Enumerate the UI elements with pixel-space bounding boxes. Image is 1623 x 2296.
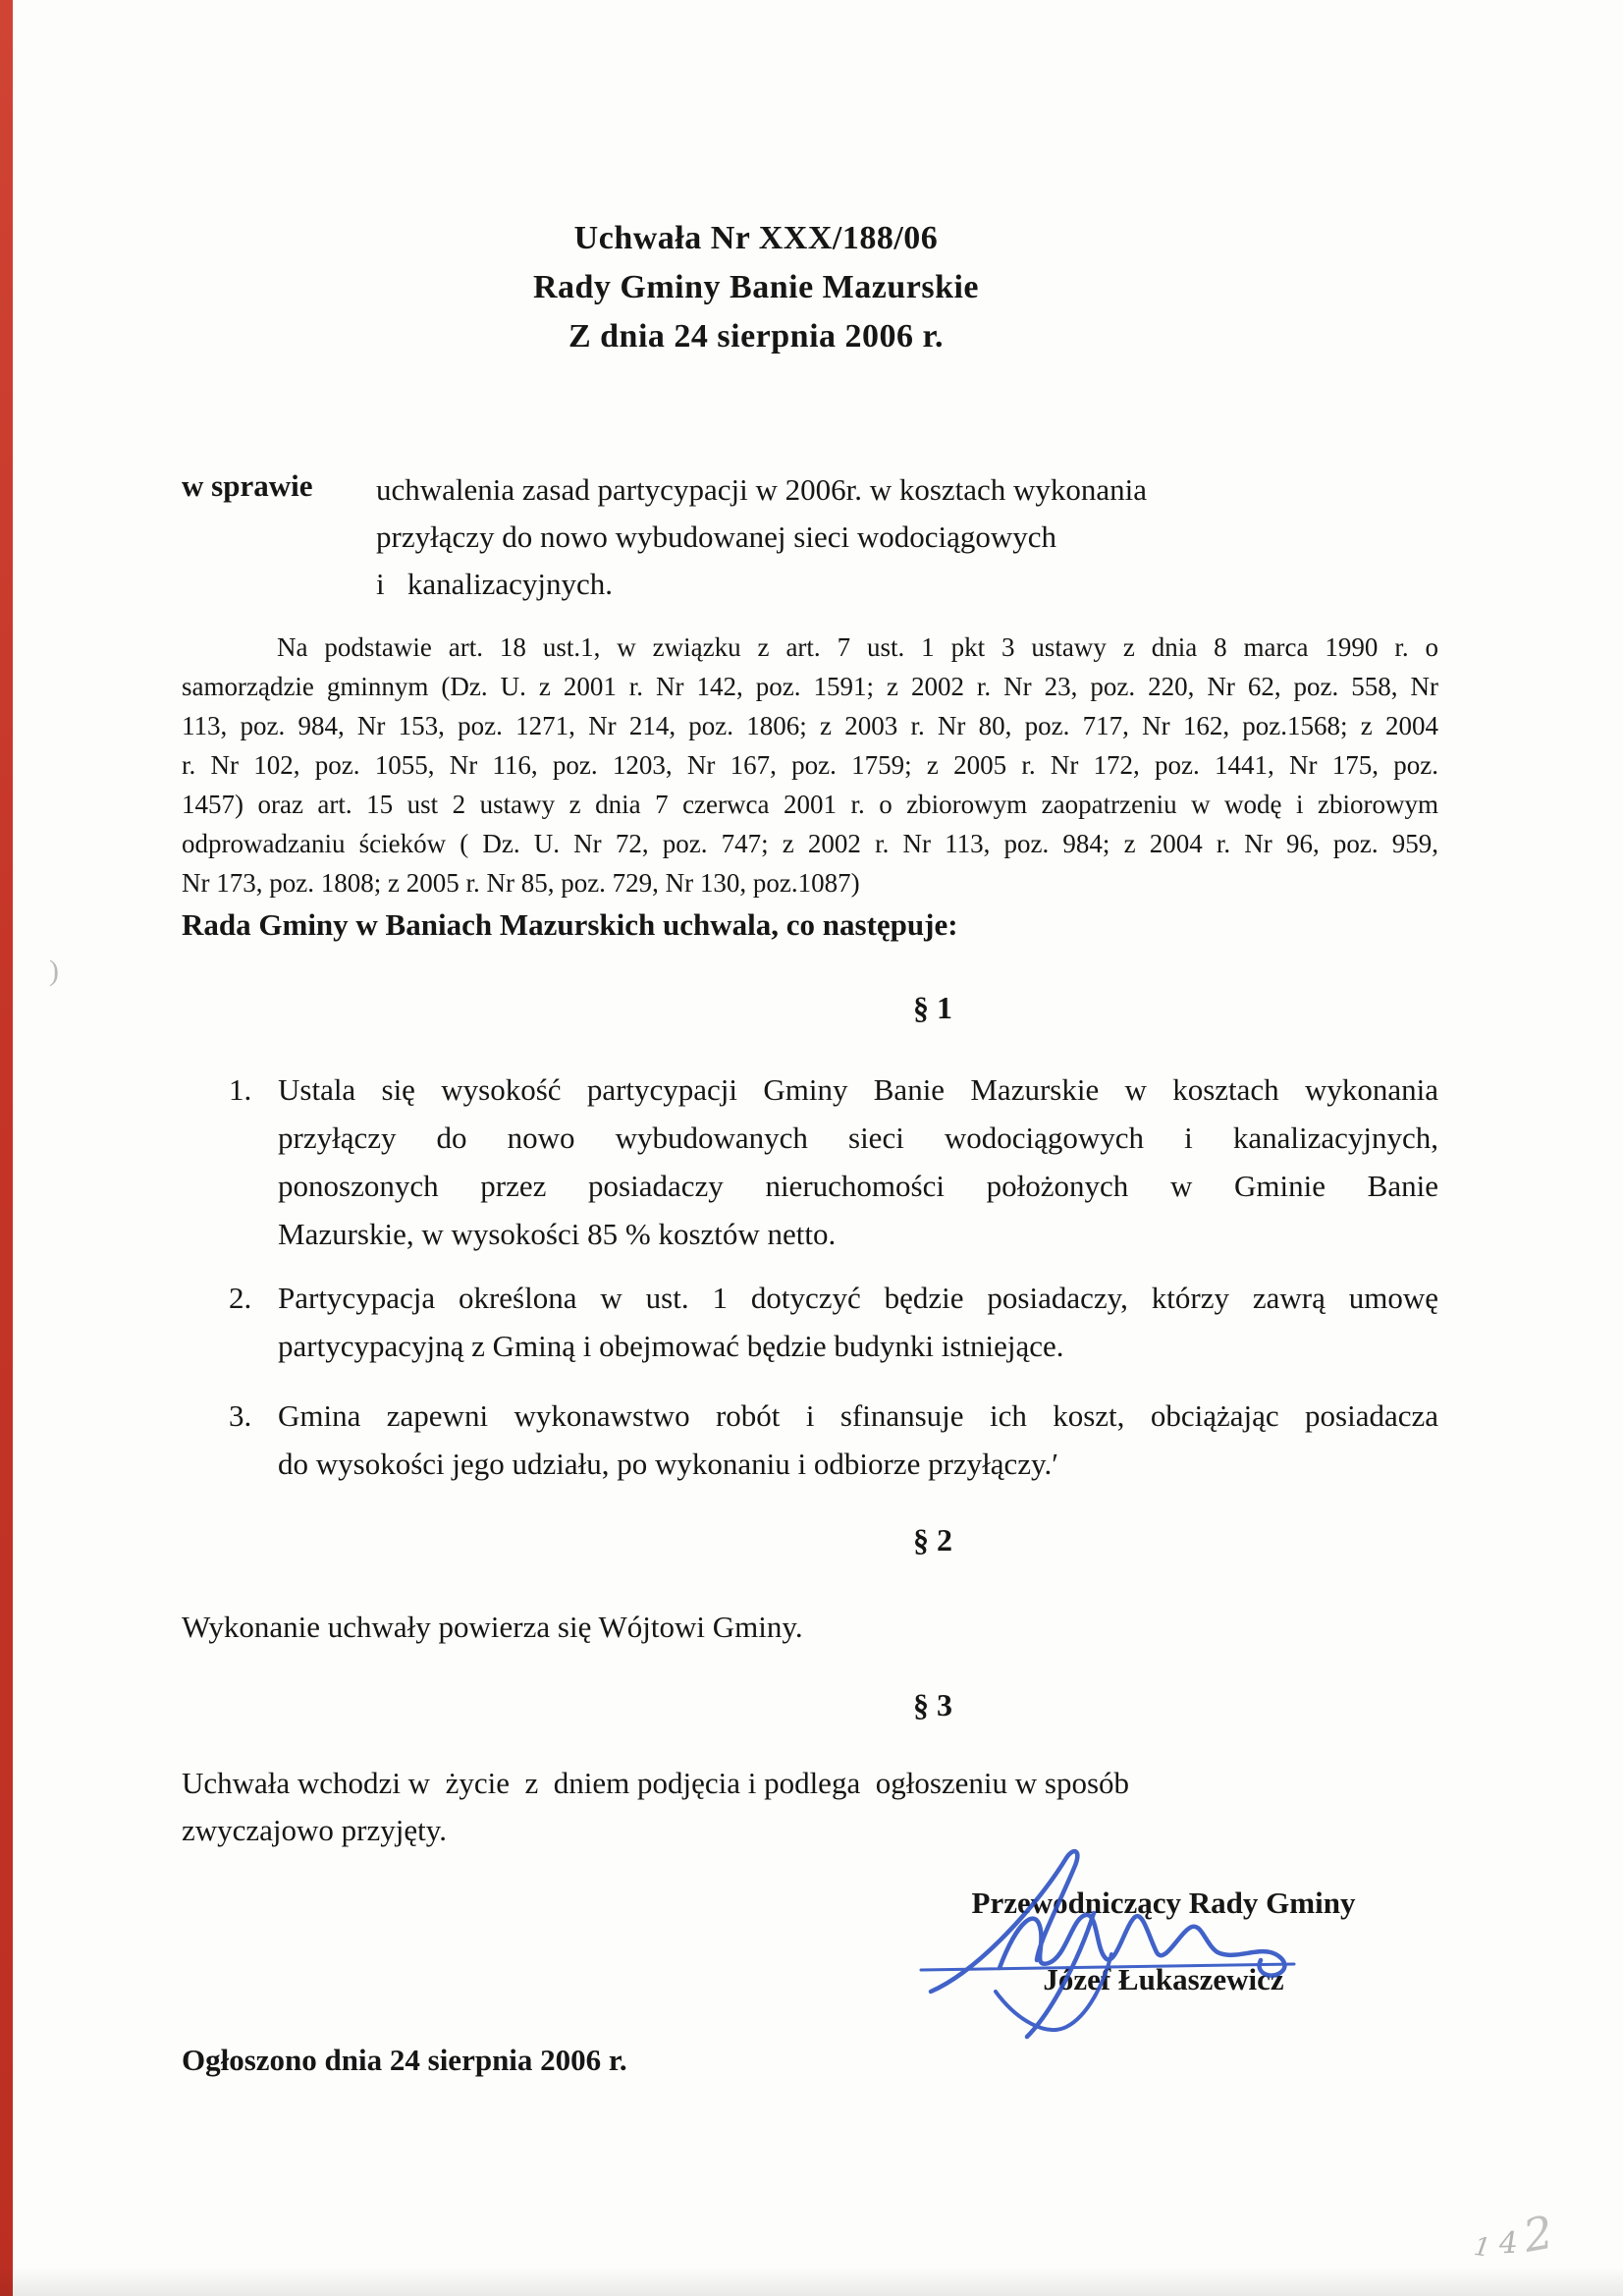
handwritten-signature [901,1844,1333,2041]
list-item-number: 3. [229,1398,252,1433]
legal-basis-paragraph [182,628,1438,902]
legal-basis-line: samorządzie gminnym (Dz. U. z 2001 r. Nr 142, poz. 1591; z 2002 r. Nr 23, poz. 220, Nr 62, poz. 558, Nr [182,672,1438,701]
section-2-paragraph: Wykonanie uchwały powierza się Wójtowi Gminy. [182,1610,803,1644]
pencil-digit: 2 [1519,2205,1557,2263]
legal-basis-line: odprowadzaniu ścieków ( Dz. U. Nr 72, poz. 747; z 2002 r. Nr 113, poz. 984; z 2004 r. Nr 96, poz. 959, [182,829,1438,858]
enacting-clause: Rada Gminy w Baniach Mazurskich uchwala, co następuje: [182,907,958,942]
scan-edge-strip [0,0,13,2296]
legal-basis-line: Na podstawie art. 18 ust.1, w związku z art. 7 ust. 1 pkt 3 ustawy z dnia 8 marca 1990 r. o [277,632,1438,662]
list-item-number: 1. [229,1072,252,1107]
subject-line: przyłączy do nowo wybudowanej sieci wodociągowych [376,519,1056,554]
list-item-line: ponoszonych przez posiadaczy nieruchomości położonych w Gminie Banie [278,1169,1438,1203]
signature-stroke [996,1954,1111,2030]
list-item-line: do wysokości jego udziału, po wykonaniu i odbiorze przyłączy.′ [278,1447,1059,1481]
section-3-line: zwyczajowo przyjęty. [182,1813,447,1847]
subject-label: w sprawie [182,468,313,503]
list-item-3 [229,1392,1438,1488]
section-3-heading: § 3 [913,1687,952,1722]
pencil-digit: 1 [1472,2231,1492,2264]
stray-scan-mark: ) [49,955,59,987]
pencil-digit: 4 [1497,2225,1519,2262]
list-item-line: Ustala się wysokość partycypacji Gminy Banie Mazurskie w kosztach wykonania [278,1072,1438,1107]
list-item-line: przyłączy do nowo wybudowanych sieci wodociągowych i kanalizacyjnych, [278,1121,1438,1155]
subject-line: i kanalizacyjnych. [376,567,614,601]
list-item-2 [229,1274,1438,1370]
legal-basis-line: 1457) oraz art. 15 ust 2 ustawy z dnia 7 czerwca 2001 r. o zbiorowym zaopatrzeniu w wodę i zbiorowym [182,790,1438,819]
subject-line: uchwalenia zasad partycypacji w 2006r. w kosztach wykonania [376,472,1148,507]
section-2-heading: § 2 [913,1522,952,1558]
legal-basis-line: 113, poz. 984, Nr 153, poz. 1271, Nr 214, poz. 1806; z 2003 r. Nr 80, poz. 717, Nr 162, poz.1568; z 2004 [182,711,1438,740]
signature-stroke [1027,1913,1094,2037]
title-line-1: Uchwała Nr XXX/188/06 [573,220,939,256]
signature-name: Józef Łukaszewicz [1043,1962,1284,1996]
scan-bottom-shadow [0,2267,1623,2296]
title-line-3: Z dnia 24 sierpnia 2006 r. [568,318,945,355]
legal-basis-line: Nr 173, poz. 1808; z 2005 r. Nr 85, poz. 729, Nr 130, poz.1087) [182,868,860,898]
list-item-line: Gmina zapewni wykonawstwo robót i sfinansuje ich koszt, obciążając posiadacza [278,1398,1438,1433]
list-item-line: Partycypacja określona w ust. 1 dotyczyć będzie posiadaczy, którzy zawrą umowę [278,1281,1438,1315]
subject-text [376,466,1319,608]
pencil-page-number [1471,2201,1603,2267]
footer-publication-note: Ogłoszono dnia 24 sierpnia 2006 r. [182,2043,627,2077]
list-item-line: Mazurskie, w wysokości 85 % kosztów netto. [278,1217,837,1251]
section-3-paragraph [182,1760,1438,1854]
title-line-2: Rady Gminy Banie Mazurskie [532,269,980,305]
signature-title: Przewodniczący Rady Gminy [971,1886,1356,1920]
section-3-line: Uchwała wchodzi w życie z dniem podjęcia i podlega ogłoszeniu w sposób [182,1766,1130,1800]
list-item-1 [229,1066,1438,1258]
list-item-line: partycypacyjną z Gminą i obejmować będzie budynki istniejące. [278,1329,1064,1363]
legal-basis-line: r. Nr 102, poz. 1055, Nr 116, poz. 1203, Nr 167, poz. 1759; z 2005 r. Nr 172, poz. 1441, Nr 175, poz. [182,750,1438,780]
section-1-heading: § 1 [913,990,952,1025]
list-item-number: 2. [229,1281,252,1315]
document-title [182,214,1330,361]
